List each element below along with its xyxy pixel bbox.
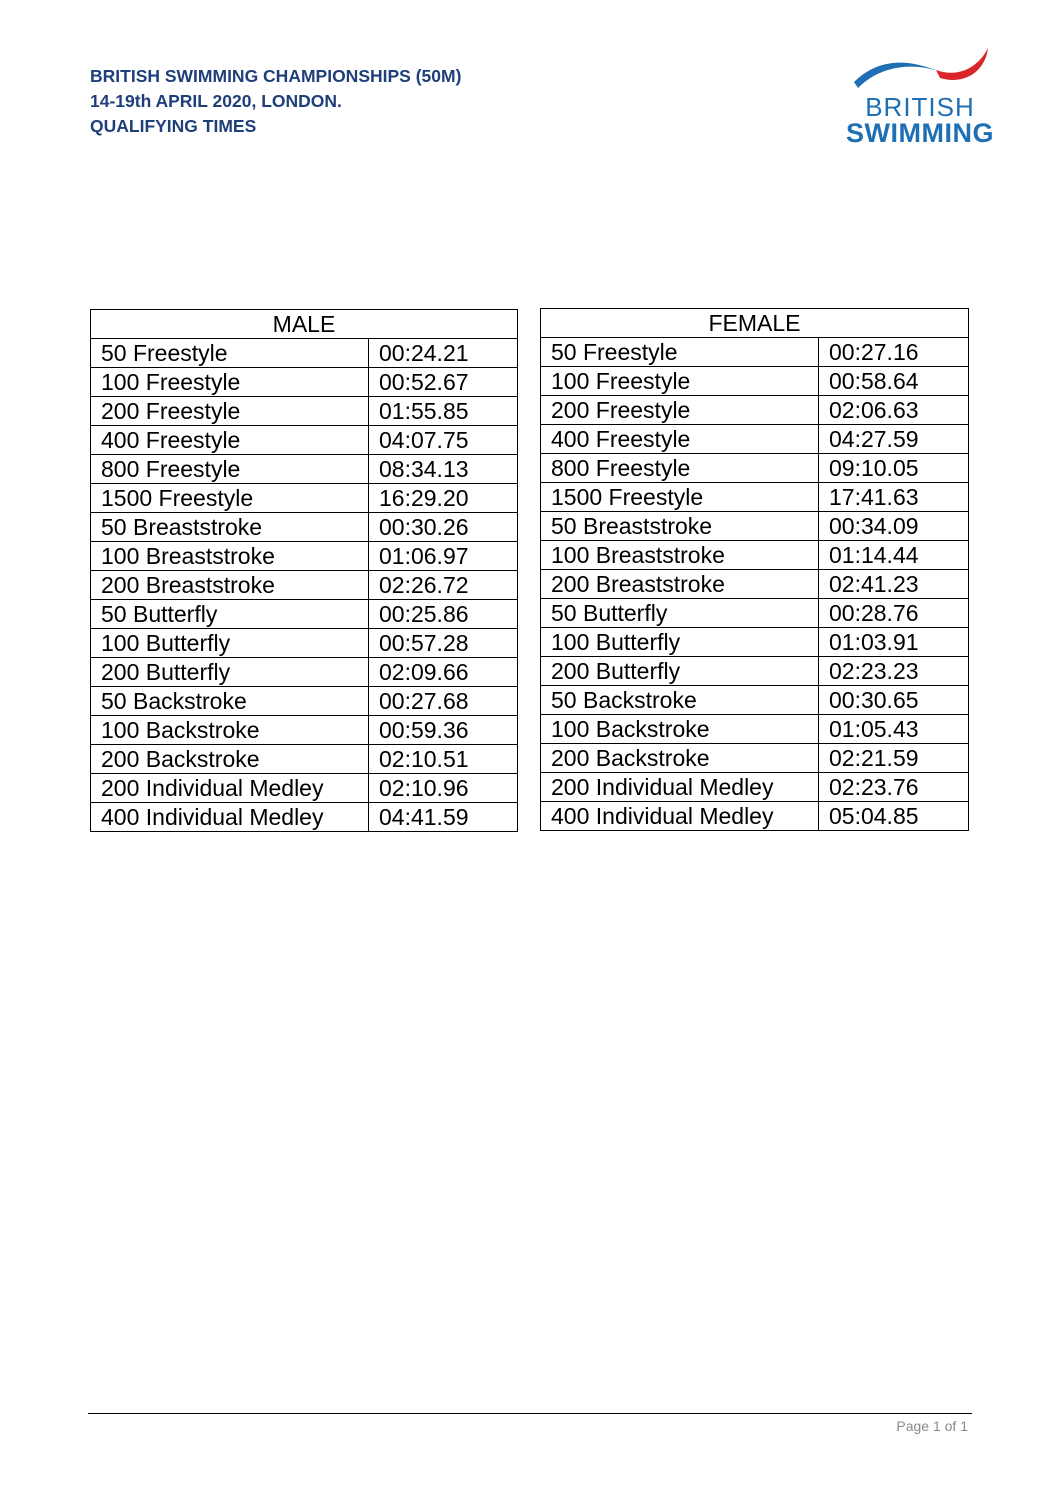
event-name-cell: 100 Freestyle: [91, 368, 369, 397]
qualifying-time-cell: 00:24.21: [369, 339, 518, 368]
qualifying-time-cell: 02:10.96: [369, 774, 518, 803]
table-row: [541, 773, 969, 802]
event-name-cell: 200 Breaststroke: [91, 571, 369, 600]
event-name-cell: 50 Backstroke: [91, 687, 369, 716]
event-name-cell: 50 Breaststroke: [541, 512, 819, 541]
qualifying-time-cell: 00:25.86: [369, 600, 518, 629]
event-name-cell: 400 Freestyle: [541, 425, 819, 454]
logo-text-british: BRITISH: [865, 92, 975, 122]
event-name-cell: 200 Backstroke: [541, 744, 819, 773]
qualifying-time-cell: 04:27.59: [819, 425, 969, 454]
event-name-cell: 200 Freestyle: [91, 397, 369, 426]
qualifying-time-cell: 00:57.28: [369, 629, 518, 658]
event-name-cell: 100 Butterfly: [91, 629, 369, 658]
table-row: [91, 397, 518, 426]
event-name-cell: 100 Freestyle: [541, 367, 819, 396]
event-name-cell: 400 Individual Medley: [91, 803, 369, 832]
event-name-cell: 100 Backstroke: [91, 716, 369, 745]
table-row: [91, 687, 518, 716]
table-row: [91, 542, 518, 571]
qualifying-time-cell: 00:28.76: [819, 599, 969, 628]
event-name-cell: 50 Freestyle: [541, 338, 819, 367]
male-table-body: [91, 339, 518, 832]
event-name-cell: 1500 Freestyle: [541, 483, 819, 512]
event-name-cell: 100 Breaststroke: [91, 542, 369, 571]
table-row: [91, 803, 518, 832]
table-row: [541, 454, 969, 483]
table-row: [91, 513, 518, 542]
british-swimming-logo: [840, 42, 1000, 152]
heading-dates: 14-19th APRIL 2020, LONDON.: [90, 91, 342, 111]
qualifying-time-cell: 00:27.68: [369, 687, 518, 716]
qualifying-time-cell: 02:23.76: [819, 773, 969, 802]
qualifying-time-cell: 01:03.91: [819, 628, 969, 657]
event-name-cell: 100 Backstroke: [541, 715, 819, 744]
logo-text-swimming: SWIMMING: [846, 118, 994, 148]
event-name-cell: 50 Backstroke: [541, 686, 819, 715]
table-row: [91, 368, 518, 397]
table-row: [91, 658, 518, 687]
event-name-cell: 200 Butterfly: [91, 658, 369, 687]
qualifying-time-cell: 02:09.66: [369, 658, 518, 687]
qualifying-time-cell: 02:41.23: [819, 570, 969, 599]
event-name-cell: 50 Breaststroke: [91, 513, 369, 542]
event-name-cell: 200 Freestyle: [541, 396, 819, 425]
table-row: [541, 628, 969, 657]
table-row: [91, 426, 518, 455]
table-row: [91, 774, 518, 803]
table-row: [541, 599, 969, 628]
event-name-cell: 200 Butterfly: [541, 657, 819, 686]
table-row: [91, 484, 518, 513]
event-name-cell: 400 Individual Medley: [541, 802, 819, 831]
table-row: [541, 512, 969, 541]
table-row: [541, 396, 969, 425]
heading-title: BRITISH SWIMMING CHAMPIONSHIPS (50M): [90, 66, 462, 86]
table-row: [91, 600, 518, 629]
qualifying-time-cell: 00:30.65: [819, 686, 969, 715]
qualifying-time-cell: 01:06.97: [369, 542, 518, 571]
table-row: [541, 541, 969, 570]
qualifying-time-cell: 02:21.59: [819, 744, 969, 773]
event-name-cell: 200 Breaststroke: [541, 570, 819, 599]
qualifying-time-cell: 00:27.16: [819, 338, 969, 367]
qualifying-time-cell: 17:41.63: [819, 483, 969, 512]
event-name-cell: 200 Individual Medley: [541, 773, 819, 802]
qualifying-time-cell: 04:07.75: [369, 426, 518, 455]
qualifying-time-cell: 00:58.64: [819, 367, 969, 396]
qualifying-time-cell: 00:30.26: [369, 513, 518, 542]
table-row: [541, 802, 969, 831]
event-name-cell: 100 Butterfly: [541, 628, 819, 657]
table-row: [91, 629, 518, 658]
event-name-cell: 50 Butterfly: [541, 599, 819, 628]
qualifying-time-cell: 04:41.59: [369, 803, 518, 832]
qualifying-time-cell: 02:06.63: [819, 396, 969, 425]
female-table-title: FEMALE: [541, 309, 969, 338]
table-row: [541, 570, 969, 599]
qualifying-time-cell: 02:26.72: [369, 571, 518, 600]
event-name-cell: 400 Freestyle: [91, 426, 369, 455]
footer-divider: [88, 1413, 972, 1414]
table-row: [541, 338, 969, 367]
event-name-cell: 200 Individual Medley: [91, 774, 369, 803]
page-number: Page 1 of 1: [896, 1418, 968, 1434]
table-row: [541, 686, 969, 715]
female-times-table: [540, 308, 969, 831]
qualifying-time-cell: 16:29.20: [369, 484, 518, 513]
table-row: [91, 455, 518, 484]
table-row: [91, 745, 518, 774]
table-row: [541, 425, 969, 454]
event-name-cell: 800 Freestyle: [91, 455, 369, 484]
event-name-cell: 200 Backstroke: [91, 745, 369, 774]
event-name-cell: 100 Breaststroke: [541, 541, 819, 570]
male-table-title: MALE: [91, 310, 518, 339]
heading-subtitle: QUALIFYING TIMES: [90, 116, 257, 136]
table-row: [91, 571, 518, 600]
qualifying-time-cell: 02:10.51: [369, 745, 518, 774]
qualifying-time-cell: 01:05.43: [819, 715, 969, 744]
table-row: [541, 367, 969, 396]
table-row: [541, 657, 969, 686]
male-times-table: [90, 309, 518, 832]
qualifying-time-cell: 01:55.85: [369, 397, 518, 426]
qualifying-time-cell: 02:23.23: [819, 657, 969, 686]
qualifying-time-cell: 09:10.05: [819, 454, 969, 483]
qualifying-time-cell: 00:52.67: [369, 368, 518, 397]
female-table-body: [541, 338, 969, 831]
qualifying-time-cell: 00:34.09: [819, 512, 969, 541]
table-row: [541, 744, 969, 773]
event-name-cell: 1500 Freestyle: [91, 484, 369, 513]
qualifying-time-cell: 05:04.85: [819, 802, 969, 831]
event-name-cell: 50 Butterfly: [91, 600, 369, 629]
qualifying-time-cell: 01:14.44: [819, 541, 969, 570]
qualifying-time-cell: 00:59.36: [369, 716, 518, 745]
qualifying-time-cell: 08:34.13: [369, 455, 518, 484]
table-row: [541, 715, 969, 744]
event-name-cell: 800 Freestyle: [541, 454, 819, 483]
table-row: [91, 716, 518, 745]
document-heading: [90, 64, 461, 139]
table-row: [91, 339, 518, 368]
event-name-cell: 50 Freestyle: [91, 339, 369, 368]
table-row: [541, 483, 969, 512]
